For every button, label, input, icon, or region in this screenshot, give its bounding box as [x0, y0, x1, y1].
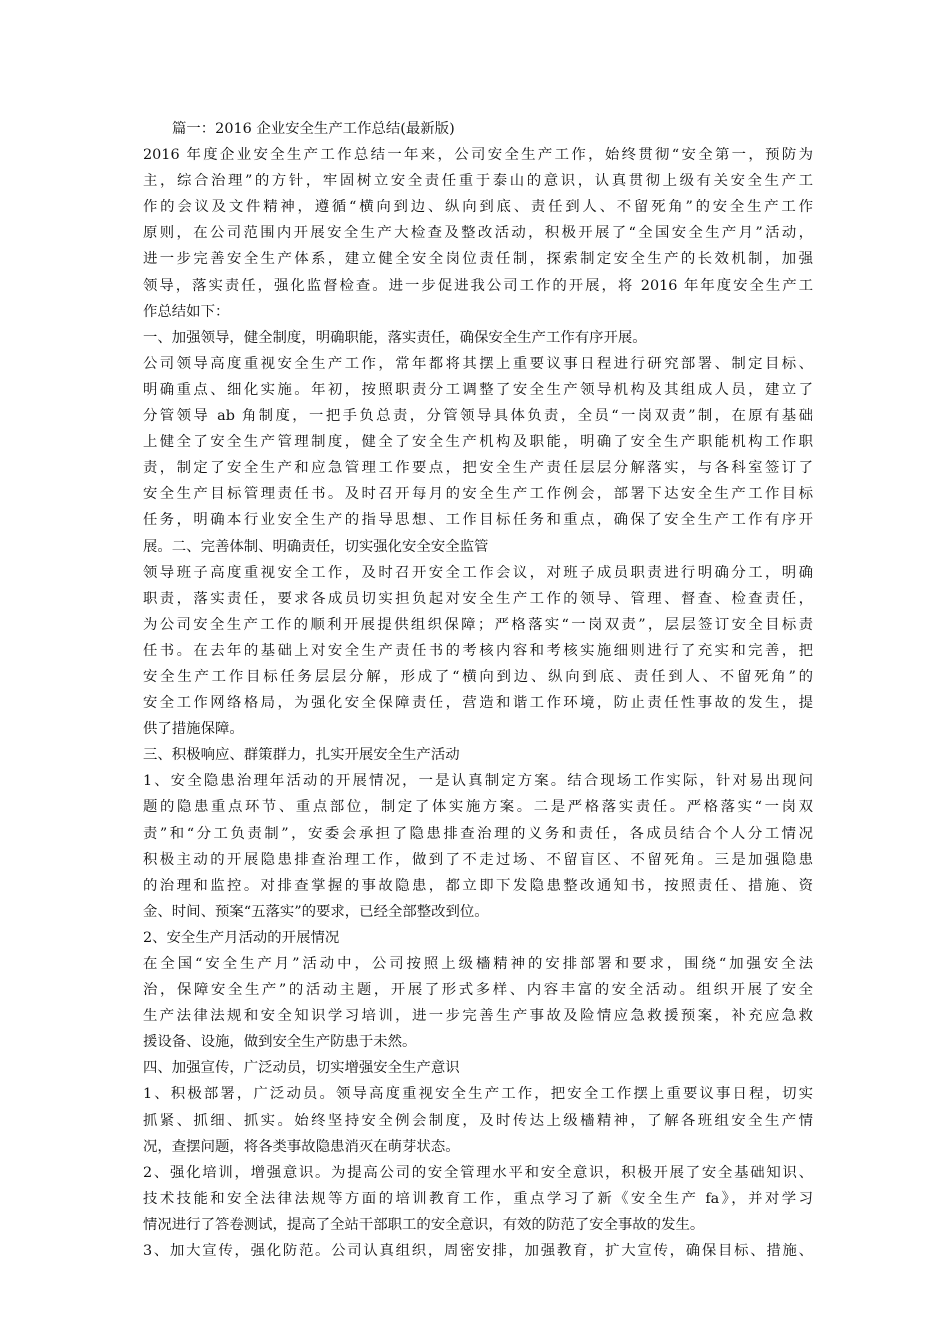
text-line: 安全生产工作目标任务层层分解，形成了“横向到边、纵向到底、责任到人、不留死角”的: [143, 668, 813, 685]
text-line: 明确重点、细化实施。年初，按照职责分工调整了安全生产领导机构及其组成人员，建立了: [143, 381, 813, 398]
document-page: [143, 116, 813, 1264]
text-line: 一、加强领导，健全制度，明确职能，落实责任，确保安全生产工作有序开展。: [143, 329, 647, 346]
text-line: 为公司安全生产工作的顺利开展提供组织保障；严格落实“一岗双责”，层层签订安全目标责: [143, 616, 813, 633]
text-line: 抓紧、抓细、抓实。始终坚持安全例会制度，及时传达上级檣精神，了解各班组安全生产情: [143, 1112, 813, 1129]
text-line: 主，综合治理”的方针，牢固树立安全责任重于泰山的意识，认真贯彻上级有关安全生产工: [143, 173, 813, 190]
text-line: 2、强化培训，增强意识。为提高公司的安全管理水平和安全意识，积极开展了安全基础知识、: [143, 1164, 813, 1181]
text-line: 任书。在去年的基础上对安全生产责任书的考核内容和考核实施细则进行了充实和完善，把: [143, 642, 813, 659]
text-line: 在全国“安全生产月”活动中，公司按照上级檣精神的安排部署和要求，围绕“加强安全法: [143, 956, 813, 972]
text-line: 领导班子高度重视安全工作，及时召开安全工作会议，对班子成员职责进行明确分工，明确: [143, 564, 813, 581]
text-line: 分管领导 ab 角制度，一把手负总责，分管领导具体负责，全员“一岗双责”制，在原有基础: [143, 408, 813, 425]
text-line: 2、安全生产月活动的开展情况: [143, 929, 340, 946]
text-line: 供了措施保障。: [143, 721, 244, 738]
text-line: 生产法律法规和安全知识学习培训，进一步完善生产事故及险情应急救援预案，补充应急救: [143, 1008, 813, 1025]
text-line: 职责，落实责任，要求各成员切实担负起对安全生产工作的领导、管理、督查、检查责任，: [143, 590, 813, 607]
text-line: 技术技能和安全法律法规等方面的培训教育工作，重点学习了新《安全生产 fa》，并对学习: [143, 1190, 813, 1207]
text-line: 金、时间、预案“五落实”的要求，已经全部整改到位。: [143, 903, 489, 920]
text-line: 积极主动的开展隐患排查治理工作，做到了不走过场、不留盲区、不留死角。三是加强隐患: [143, 851, 813, 868]
text-line: 情况进行了答卷测试，提高了全站干部职工的安全意识，有效的防范了安全事故的发生。: [143, 1216, 705, 1233]
text-line: 1、安全隐患治理年活动的开展情况，一是认真制定方案。结合现场工作实际，针对易出现问: [143, 773, 813, 790]
text-line: 三、积极响应、群策群力，扎实开展安全生产活动: [143, 747, 460, 764]
text-line: 安全工作网络格局，为强化安全保障责任，营造和谐工作环境，防止责任性事故的发生，提: [143, 695, 813, 712]
text-line: 原则，在公司范围内开展安全生产大检查及整改活动，积极开展了“全国安全生产月”活动，: [143, 225, 813, 242]
text-line: 进一步完善安全生产体系，建立健全安全岗位责任制，探索制定安全生产的长效机制，加强: [143, 251, 813, 268]
text-line: 安全生产目标管理责任书。及时召开每月的安全生产工作例会，部署下达安全生产工作目标: [143, 486, 813, 503]
text-line: 3、加大宣传，强化防范。公司认真组织，周密安排，加强教育，扩大宣传，确保目标、措施、: [143, 1243, 813, 1260]
text-line: 四、加强宣传，广泛动员，切实增强安全生产意识: [143, 1060, 460, 1077]
text-line: 的治理和监控。对排查掌握的事故隐患，都立即下发隐患整改通知书，按照责任、措施、资: [143, 877, 813, 894]
text-line: 治，保障安全生产”的活动主题，开展了形式多样、内容丰富的安全活动。组织开展了安全: [143, 982, 813, 999]
text-line: 作总结如下：: [143, 303, 230, 320]
text-line: 1、积极部署，广泛动员。领导高度重视安全生产工作，把安全工作摆上重要议事日程，切实: [143, 1086, 813, 1103]
text-line: 作的会议及文件精神，遵循“横向到边、纵向到底、责任到人、不留死角”的安全生产工作: [143, 199, 813, 216]
document-title: 篇一：2016 企业安全生产工作总结(最新版): [172, 121, 455, 137]
text-line: 展。二、完善体制、明确责任，切实强化安全安全监管: [143, 538, 489, 555]
text-line: 上健全了安全生产管理制度，健全了安全生产机构及职能，明确了安全生产职能机构工作职: [143, 434, 813, 451]
text-line: 况，查摆问题，将各类事故隐患消灭在萌芽状态。: [143, 1138, 460, 1155]
text-line: 2016 年度企业安全生产工作总结一年来，公司安全生产工作，始终贯彻“安全第一，预防为: [143, 147, 813, 164]
text-line: 责”和“分工负责制”，安委会承担了隐患排查治理的义务和责任，各成员结合个人分工情况: [143, 825, 813, 842]
text-line: 领导，落实责任，强化监督检查。进一步促进我公司工作的开展，将 2016 年年度安全生产工: [143, 277, 813, 294]
text-line: 题的隐患重点环节、重点部位，制定了体实施方案。二是严格落实责任。严格落实“一岗双: [143, 799, 813, 816]
text-line: 责，制定了安全生产和应急管理工作要点，把安全生产责任层层分解落实，与各科室签订了: [143, 460, 813, 477]
text-line: 任务，明确本行业安全生产的指导思想、工作目标任务和重点，确保了安全生产工作有序开: [143, 512, 813, 529]
text-line: 援设备、设施，做到安全生产防患于未然。: [143, 1034, 417, 1051]
text-line: 公司领导高度重视安全生产工作，常年都将其摆上重要议事日程进行研究部署、制定目标、: [143, 355, 813, 372]
